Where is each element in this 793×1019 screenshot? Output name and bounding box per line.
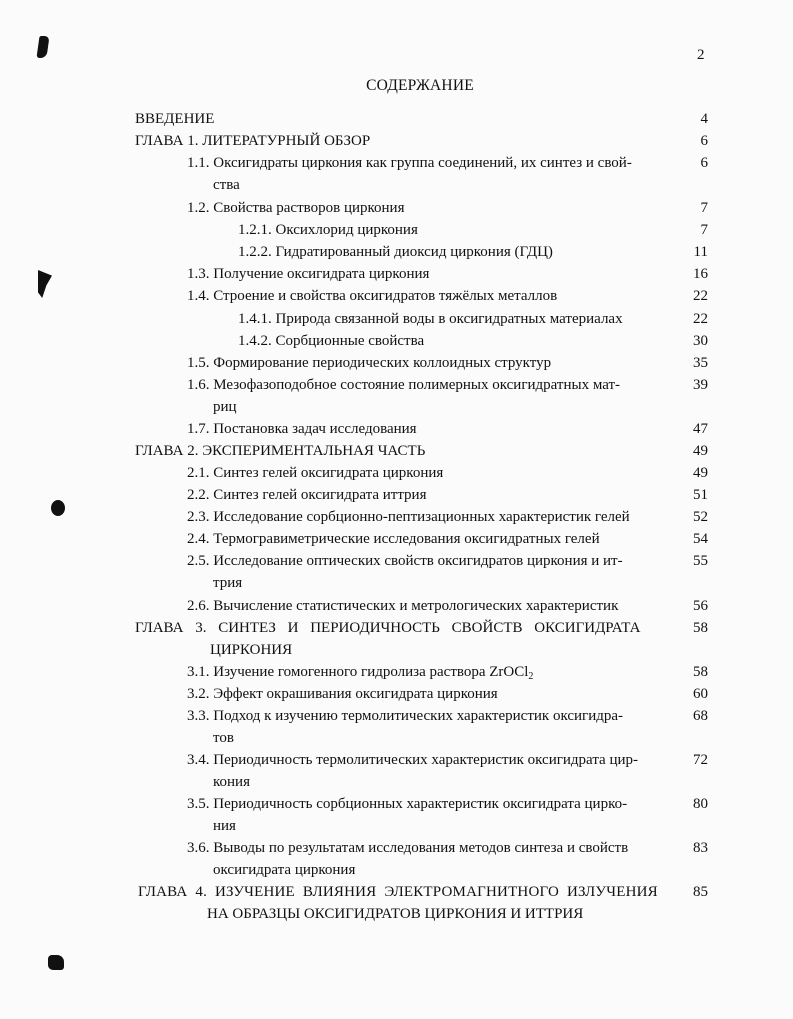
toc-entry-text: 3.4. Периодичность термолитических характеристик оксигидрата цир-	[187, 752, 639, 768]
toc-entry-text: 2.5. Исследование оптических свойств оксигидратов циркония и ит-	[187, 553, 623, 569]
scan-mark-bottom-left	[48, 955, 64, 970]
toc-entry-text: 1.1. Оксигидраты циркония как группа соединений, их синтез и свой-	[187, 155, 632, 171]
toc-entry-text-continuation: ства	[213, 177, 240, 193]
toc-entry-text: 1.3. Получение оксигидрата циркония	[187, 266, 430, 282]
toc-entry-page: 35	[693, 355, 708, 371]
scan-mark-left-arrow	[38, 270, 52, 298]
toc-entry-page: 68	[693, 708, 708, 724]
toc-entry-page: 22	[693, 311, 708, 327]
toc-entry-page: 39	[693, 377, 708, 393]
toc-entry-page: 54	[693, 531, 708, 547]
toc-entry-page: 11	[693, 244, 708, 260]
toc-entry-text-continuation: ЦИРКОНИЯ	[210, 642, 293, 658]
toc-entry-text: 1.2.1. Оксихлорид циркония	[238, 222, 418, 238]
toc-entry-text-continuation: оксигидрата циркония	[213, 862, 356, 878]
toc-entry-text-continuation: трия	[213, 575, 243, 591]
toc-entry-page: 6	[700, 155, 708, 171]
toc-entry-page: 16	[693, 266, 708, 282]
toc-entry-text-continuation: ния	[213, 818, 236, 834]
toc-entry-text: ГЛАВА 3. СИНТЕЗ И ПЕРИОДИЧНОСТЬ СВОЙСТВ ОКСИГИДРАТА	[135, 620, 641, 636]
toc-entry-text: 1.4. Строение и свойства оксигидратов тяжёлых металлов	[187, 288, 558, 304]
toc-entry-text: 1.2.2. Гидратированный диоксид циркония (ГДЦ)	[238, 244, 553, 260]
toc-entry-text: 3.2. Эффект окрашивания оксигидрата циркония	[187, 686, 498, 702]
toc-entry-text: 2.2. Синтез гелей оксигидрата иттрия	[187, 487, 427, 503]
toc-entry-page: 85	[693, 884, 708, 900]
toc-entry-text-continuation: тов	[213, 730, 234, 746]
toc-entry-page: 56	[693, 598, 708, 614]
toc-entry-page: 22	[693, 288, 708, 304]
toc-entry-page: 30	[693, 333, 708, 349]
toc-entry-text-continuation: кония	[213, 774, 250, 790]
toc-entry-text: 1.2. Свойства растворов циркония	[187, 200, 405, 216]
toc-entry-text: 1.5. Формирование периодических коллоидных структур	[187, 355, 552, 371]
toc-entry-page: 7	[700, 222, 708, 238]
toc-entry-page: 80	[693, 796, 708, 812]
toc-entry-text: 3.3. Подход к изучению термолитических характеристик оксигидра-	[187, 708, 624, 724]
toc-entry-text: 2.3. Исследование сорбционно-пептизационных характеристик гелей	[187, 509, 630, 525]
toc-entry-text: 1.4.2. Сорбционные свойства	[238, 333, 425, 349]
scan-mark-left-dot	[51, 500, 65, 516]
toc-entry-page: 7	[700, 200, 708, 216]
subscript-2: 2	[528, 671, 534, 682]
toc-entry-text: 2.6. Вычисление статистических и метрологических характеристик	[187, 598, 619, 614]
toc-entry-text: ВВЕДЕНИЕ	[135, 111, 215, 127]
toc-entry-text-continuation: риц	[213, 399, 237, 415]
toc-entry-page: 58	[693, 664, 708, 680]
scan-mark-top-left	[36, 36, 49, 58]
toc-entry-page: 83	[693, 840, 708, 856]
toc-entry-page: 6	[700, 133, 708, 149]
toc-entry-text-main: 3.1. Изучение гомогенного гидролиза раствора ZrOCl	[187, 664, 529, 680]
page-number: 2	[697, 47, 705, 63]
toc-entry-text: ГЛАВА 2. ЭКСПЕРИМЕНТАЛЬНАЯ ЧАСТЬ	[135, 443, 426, 459]
toc-entry-page: 60	[693, 686, 708, 702]
toc-entry-page: 72	[693, 752, 708, 768]
toc-entry-text: 2.1. Синтез гелей оксигидрата циркония	[187, 465, 444, 481]
toc-entry-text-continuation: НА ОБРАЗЦЫ ОКСИГИДРАТОВ ЦИРКОНИЯ И ИТТРИЯ	[207, 906, 584, 922]
toc-entry-text: ГЛАВА 4. ИЗУЧЕНИЕ ВЛИЯНИЯ ЭЛЕКТРОМАГНИТНОГО ИЗЛУЧЕНИЯ	[138, 884, 658, 900]
toc-entry-page: 49	[693, 443, 708, 459]
toc-entry-page: 4	[700, 111, 708, 127]
toc-entry-page: 58	[693, 620, 708, 636]
toc-entry-text: 3.5. Периодичность сорбционных характеристик оксигидрата цирко-	[187, 796, 628, 812]
toc-entry-text: 1.4.1. Природа связанной воды в оксигидратных материалах	[238, 311, 623, 327]
toc-entry-page: 47	[693, 421, 708, 437]
toc-entry-text: ГЛАВА 1. ЛИТЕРАТУРНЫЙ ОБЗОР	[135, 133, 371, 149]
toc-entry-page: 49	[693, 465, 708, 481]
toc-entry-text: 3.6. Выводы по результатам исследования методов синтеза и свойств	[187, 840, 629, 856]
toc-entry-text: 1.6. Мезофазоподобное состояние полимерных оксигидратных мат-	[187, 377, 621, 393]
toc-entry-page: 51	[693, 487, 708, 503]
toc-entry-page: 55	[693, 553, 708, 569]
toc-entry-text: 2.4. Термогравиметрические исследования оксигидратных гелей	[187, 531, 600, 547]
toc-entry-text: 1.7. Постановка задач исследования	[187, 421, 417, 437]
toc-entry-page: 52	[693, 509, 708, 525]
toc-title: СОДЕРЖАНИЕ	[366, 77, 474, 94]
